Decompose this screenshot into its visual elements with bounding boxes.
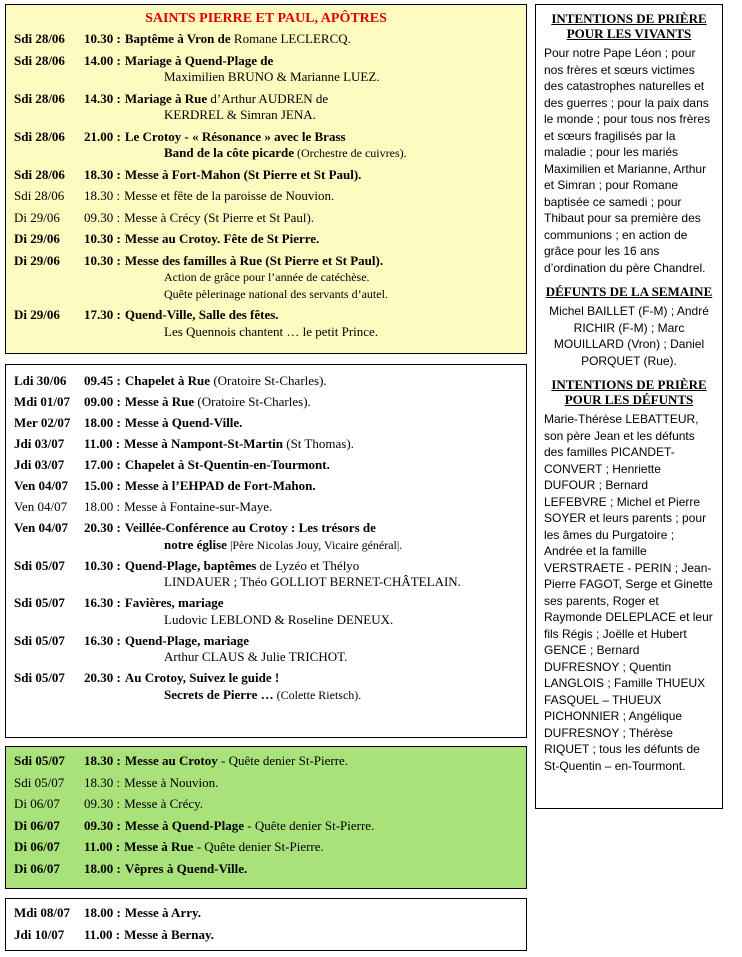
section-title: SAINTS PIERRE ET PAUL, APÔTRES bbox=[145, 11, 387, 26]
entry-time: 17.00 : bbox=[84, 457, 121, 472]
entry-time: 18.30 : bbox=[84, 774, 121, 790]
schedule-entry bbox=[6, 753, 526, 770]
entry-day: Mdi 08/07 bbox=[14, 905, 70, 920]
entry-time: 09.45 : bbox=[84, 373, 121, 388]
entry-time: 10.30 : bbox=[84, 231, 121, 246]
entry-day: Di 06/07 bbox=[14, 860, 60, 876]
entry-second-line: |Père Nicolas Jouy, Vicaire général|. bbox=[226, 537, 403, 552]
schedule-entry bbox=[6, 861, 526, 878]
entry-day: Sdi 05/07 bbox=[14, 595, 65, 610]
entry-title-cont: notre église bbox=[164, 536, 227, 552]
entry-time: 15.00 : bbox=[84, 478, 121, 493]
entry-detail: (Oratoire St-Charles). bbox=[194, 394, 311, 409]
entry-time: 10.30 : bbox=[84, 557, 121, 573]
intentions-deceased-text: Marie-Thérèse LEBATTEUR, son père Jean et les défunts des familles PICANDET-CONVERT ; Henriette DUFOUR ; Bernard LEFEBVRE ; Michel et Pierre SOYER et leurs parents ; pour les âmes du Purgatoire ; Andrée et la famille VERSTRAETE - PERIN ; Jean-Pierre FAGOT, Serge et Ginette ses parents, Roger et Raymonde DELEPLACE et leur fils Régis ; Joëlle et Hubert GENCE ; Bernard DUFRESNOY ; Quentin LANGLOIS ; Famille THUEUX FASQUEL – THUEUX PICHONNIER ; Angélique DUFRESNOY ; Thérèse RIQUET ; tous les défunts de St-Quentin – en-Tourmont. bbox=[544, 412, 713, 773]
entry-time: 17.30 : bbox=[84, 307, 121, 322]
entry-day: Di 06/07 bbox=[14, 839, 60, 854]
entry-time: 11.00 : bbox=[84, 436, 121, 451]
entry-time: 14.30 : bbox=[84, 90, 121, 106]
entry-title: Baptême à Vron de bbox=[124, 31, 231, 46]
schedule-entry bbox=[6, 188, 526, 205]
entry-title: Favières, mariage bbox=[124, 595, 224, 610]
entry-day: Sdi 28/06 bbox=[14, 128, 65, 144]
entry-time: 14.00 : bbox=[84, 52, 121, 68]
entry-title: Messe à Arry. bbox=[124, 905, 202, 920]
schedule-entry bbox=[6, 373, 526, 390]
entry-time: 11.00 : bbox=[84, 926, 121, 942]
entry-day: Di 29/06 bbox=[14, 307, 60, 322]
entry-title: Messe à Quend-Ville. bbox=[124, 415, 243, 430]
entry-third-line: Quête pèlerinage national des servants d’autel. bbox=[164, 286, 388, 301]
entry-time: 20.30 : bbox=[84, 520, 121, 535]
schedule-entry bbox=[6, 394, 526, 411]
deceased-week-title: DÉFUNTS DE LA SEMAINE bbox=[545, 284, 713, 299]
entry-title: Messe à Quend-Plage bbox=[124, 817, 244, 833]
entry-title: Le Crotoy - « Résonance » avec le Brass bbox=[124, 128, 346, 144]
schedule-entry bbox=[6, 927, 526, 944]
entry-detail: (Oratoire St-Charles). bbox=[210, 373, 327, 388]
entry-time: 18.00 : bbox=[84, 905, 121, 920]
entry-time: 11.00 : bbox=[84, 839, 121, 854]
entry-title: Au Crotoy, Suivez le guide ! bbox=[124, 670, 280, 685]
entry-time: 18.30 : bbox=[84, 166, 121, 182]
schedule-box-weekend bbox=[5, 746, 527, 889]
entry-title: Messe à Bernay. bbox=[124, 926, 215, 942]
schedule-entry bbox=[6, 167, 526, 184]
entry-title: Quend-Plage, mariage bbox=[124, 632, 250, 648]
entry-second-line: (Colette Rietsch). bbox=[273, 687, 362, 702]
entry-detail: Messe à Crécy. bbox=[124, 796, 204, 811]
entry-day: Sdi 05/07 bbox=[14, 753, 65, 768]
entry-day: Mer 02/07 bbox=[14, 415, 71, 430]
entry-day: Ven 04/07 bbox=[14, 520, 69, 535]
entry-time: 09.30 : bbox=[84, 796, 121, 811]
schedule-entry bbox=[6, 478, 526, 495]
entry-day: Sdi 28/06 bbox=[14, 166, 65, 182]
schedule-entry bbox=[6, 415, 526, 432]
intentions-living-title: INTENTIONS DE PRIÈRE POUR LES VIVANTS bbox=[551, 11, 707, 41]
entry-title: Quend-Plage, baptêmes bbox=[124, 557, 257, 573]
schedule-entry bbox=[6, 91, 526, 124]
entry-title: Messe à l’EHPAD de Fort-Mahon. bbox=[124, 478, 316, 493]
entry-day: Sdi 05/07 bbox=[14, 774, 65, 790]
entry-day: Sdi 05/07 bbox=[14, 670, 65, 685]
intentions-living-text: Pour notre Pape Léon ; pour nos frères et sœurs victimes des catastrophes naturelles et des guerres ; pour la paix dans le monde ; pour tous nos frères et sœurs fragilisés par la maladie ; pour les mariés Maximilien et Marianne, Arthur et Simran ; pour Romane baptisée ce samedi ; pour Thibaut pour sa première des communions ; en action de grâce pour les 16 ans d’ordination du père Chandrel. bbox=[544, 46, 711, 275]
entry-second-line: KERDREL & Simran JENA. bbox=[164, 107, 316, 122]
entry-day: Sdi 28/06 bbox=[14, 90, 65, 106]
entry-detail: - Quête denier St-Pierre. bbox=[217, 753, 349, 768]
entry-title-cont: Band de la côte picarde bbox=[164, 145, 294, 160]
entry-time: 09.00 : bbox=[84, 394, 121, 409]
entry-day: Sdi 28/06 bbox=[14, 188, 65, 203]
entry-title-cont: Secrets de Pierre … bbox=[164, 686, 274, 702]
entry-detail: - Quête denier St-Pierre. bbox=[193, 839, 324, 854]
deceased-week-text: Michel BAILLET (F-M) ; André RICHIR (F-M) ; Marc MOUILLARD (Vron) ; Daniel PORQUET (Rue). bbox=[549, 304, 709, 368]
entry-detail: (St Thomas). bbox=[283, 436, 354, 451]
schedule-entry bbox=[6, 520, 526, 553]
schedule-box-saints bbox=[5, 4, 527, 354]
schedule-entry bbox=[6, 796, 526, 813]
schedule-entry bbox=[6, 670, 526, 703]
entry-second-line: Action de grâce pour l’année de catéchèse. bbox=[164, 270, 370, 284]
entry-detail: Romane LECLERCQ. bbox=[230, 31, 351, 46]
entry-day: Sdi 28/06 bbox=[14, 52, 65, 68]
entry-detail: Messe et fête de la paroisse de Nouvion. bbox=[124, 188, 335, 203]
schedule-entry bbox=[6, 253, 526, 303]
entry-second-line: Arthur CLAUS & Julie TRICHOT. bbox=[164, 649, 348, 664]
entry-second-line: LINDAUER ; Théo GOLLIOT BERNET-CHÂTELAIN. bbox=[164, 574, 461, 589]
schedule-entry bbox=[6, 558, 526, 591]
entry-title: Mariage à Rue bbox=[124, 90, 208, 106]
entry-second-line: Les Quennois chantent … le petit Prince. bbox=[164, 323, 379, 339]
entry-title: Quend-Ville, Salle des fêtes. bbox=[124, 307, 279, 322]
schedule-entry bbox=[6, 633, 526, 666]
intentions-deceased-title: INTENTIONS DE PRIÈRE POUR LES DÉFUNTS bbox=[551, 377, 707, 407]
entry-detail: de Lyzéo et Thélyo bbox=[256, 557, 360, 573]
entry-time: 18.00 : bbox=[84, 499, 121, 514]
entry-day: Di 29/06 bbox=[14, 252, 60, 268]
schedule-entry bbox=[6, 457, 526, 474]
schedule-entry bbox=[6, 129, 526, 162]
entry-day: Jdi 10/07 bbox=[14, 926, 65, 942]
entry-detail: - Quête denier St-Pierre. bbox=[244, 817, 375, 833]
entry-time: 16.30 : bbox=[84, 595, 121, 610]
entry-second-line: Maximilien BRUNO & Marianne LUEZ. bbox=[164, 69, 380, 84]
entry-title: Vêpres à Quend-Ville. bbox=[124, 860, 248, 876]
entry-title: Messe à Fort-Mahon (St Pierre et St Paul). bbox=[124, 166, 362, 182]
entry-time: 20.30 : bbox=[84, 670, 121, 685]
entry-day: Mdi 01/07 bbox=[14, 394, 70, 409]
schedule-entry bbox=[6, 775, 526, 792]
entry-day: Jdi 03/07 bbox=[14, 457, 65, 472]
schedule-box-week bbox=[5, 364, 527, 738]
entry-title: Messe au Crotoy. Fête de St Pierre. bbox=[124, 231, 320, 246]
entry-time: 10.30 : bbox=[84, 252, 121, 268]
entry-day: Ldi 30/06 bbox=[14, 373, 67, 388]
entry-day: Di 29/06 bbox=[14, 231, 60, 246]
entry-title: Messe des familles à Rue (St Pierre et St Paul). bbox=[124, 252, 384, 268]
schedule-entry bbox=[6, 499, 526, 516]
schedule-box-next bbox=[5, 898, 527, 951]
entry-time: 18.00 : bbox=[84, 415, 121, 430]
entry-second-line: (Orchestre de cuivres). bbox=[294, 146, 407, 160]
entry-time: 21.00 : bbox=[84, 128, 121, 144]
entry-title: Veillée-Conférence au Crotoy : Les trésors de bbox=[124, 520, 376, 535]
entry-title: Messe au Crotoy bbox=[124, 753, 218, 768]
entry-title: Messe à Rue bbox=[124, 394, 195, 409]
entry-time: 18.00 : bbox=[84, 860, 121, 876]
entry-detail: Messe à Nouvion. bbox=[124, 774, 219, 790]
schedule-entry bbox=[6, 31, 526, 48]
entry-title: Chapelet à St-Quentin-en-Tourmont. bbox=[124, 457, 330, 472]
schedule-entry bbox=[6, 307, 526, 340]
entry-day: Ven 04/07 bbox=[14, 499, 68, 514]
schedule-entry bbox=[6, 595, 526, 628]
entry-time: 18.30 : bbox=[84, 753, 121, 768]
entry-second-line: Ludovic LEBLOND & Roseline DENEUX. bbox=[164, 611, 394, 627]
schedule-entry bbox=[6, 53, 526, 86]
entry-day: Sdi 28/06 bbox=[14, 31, 65, 46]
schedule-entry bbox=[6, 231, 526, 248]
entry-day: Sdi 05/07 bbox=[14, 557, 65, 573]
entry-detail: Messe à Fontaine-sur-Maye. bbox=[124, 499, 273, 514]
entry-detail: Messe à Crécy (St Pierre et St Paul). bbox=[124, 209, 315, 225]
entry-title: Messe à Rue bbox=[124, 839, 194, 854]
entry-day: Sdi 05/07 bbox=[14, 632, 65, 648]
schedule-entry bbox=[6, 839, 526, 856]
entry-title: Chapelet à Rue bbox=[124, 373, 211, 388]
schedule-entry bbox=[6, 210, 526, 227]
schedule-entry bbox=[6, 436, 526, 453]
entry-time: 10.30 : bbox=[84, 31, 121, 46]
schedule-entry bbox=[6, 818, 526, 835]
entry-day: Di 29/06 bbox=[14, 209, 60, 225]
entry-day: Jdi 03/07 bbox=[14, 436, 65, 451]
prayer-intentions-panel bbox=[535, 4, 723, 809]
entry-day: Ven 04/07 bbox=[14, 478, 69, 493]
entry-time: 09.30 : bbox=[84, 209, 121, 225]
entry-title: Mariage à Quend-Plage de bbox=[124, 52, 274, 68]
entry-time: 18.30 : bbox=[84, 188, 121, 203]
entry-title: Messe à Nampont-St-Martin bbox=[124, 436, 283, 451]
entry-day: Di 06/07 bbox=[14, 817, 60, 833]
entry-time: 16.30 : bbox=[84, 632, 121, 648]
entry-detail: d’Arthur AUDREN de bbox=[207, 90, 329, 106]
entry-time: 09.30 : bbox=[84, 817, 121, 833]
schedule-entry bbox=[6, 905, 526, 922]
entry-day: Di 06/07 bbox=[14, 796, 60, 811]
